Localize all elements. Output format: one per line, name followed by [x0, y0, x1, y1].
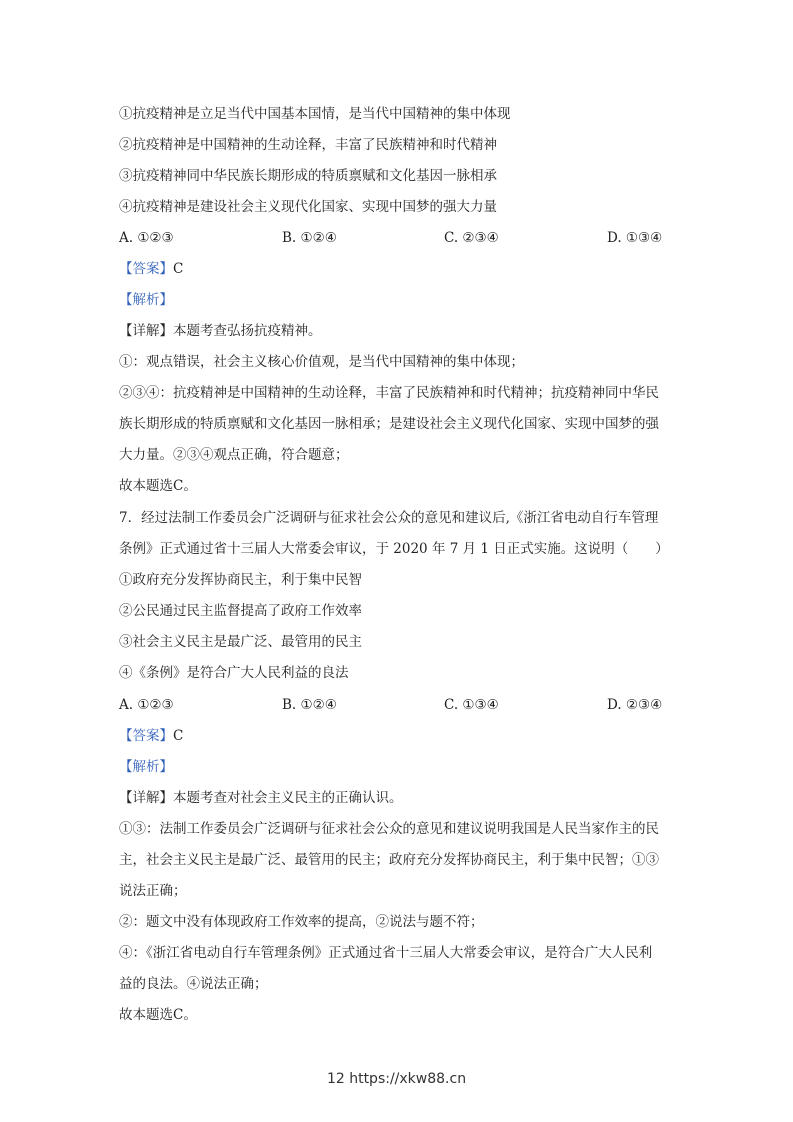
- q7-explanation-3-line-2: 益的良法。④说法正确；: [119, 976, 268, 992]
- detail-text: 本题考查对社会主义民主的正确认识。: [173, 790, 403, 806]
- q6-answer: [119, 259, 679, 279]
- q6-conclusion: 故本题选C。: [119, 478, 197, 494]
- q7-detail: [119, 788, 679, 808]
- q7-statement-1: ①政府充分发挥协商民主，利于集中民智: [119, 572, 362, 588]
- q6-options: [119, 228, 679, 248]
- q6-explanation-2-line-3: 大力量。②③④观点正确，符合题意；: [119, 447, 349, 463]
- detail-tag: 【详解】: [119, 323, 173, 339]
- answer-value: C: [173, 728, 184, 744]
- q6-statement-1: ①抗疫精神是立足当代中国基本国情，是当代中国精神的集中体现: [119, 106, 511, 122]
- q6-option-d: D. ①③④: [607, 230, 663, 246]
- q7-explanation-1-line-2: 主，社会主义民主是最广泛、最管用的民主；政府充分发挥协商民主，利于集中民智；①③: [119, 852, 659, 868]
- q7-explanation-1-line-3: 说法正确；: [119, 883, 187, 899]
- q7-option-d: D. ②③④: [607, 697, 663, 713]
- q7-analysis-tag: 【解析】: [119, 759, 173, 775]
- q6-option-a: A. ①②③: [119, 230, 174, 246]
- q7-explanation-3-line-1: ④：《浙江省电动自行车管理条例》正式通过省十三届人大常委会审议，是符合广大人民利: [119, 945, 653, 961]
- page-footer: 12 https://xkw88.cn: [326, 1071, 467, 1087]
- q7-option-a: A. ①②③: [119, 697, 174, 713]
- q7-stem-line-1: 7．经过法制工作委员会广泛调研与征求社会公众的意见和建议后,《浙江省电动自行车管理: [119, 510, 659, 526]
- answer-tag: 【答案】: [119, 261, 173, 277]
- answer-value: C: [173, 261, 184, 277]
- q6-statement-3: ③抗疫精神同中华民族长期形成的特质禀赋和文化基因一脉相承: [119, 168, 497, 184]
- q6-statement-4: ④抗疫精神是建设社会主义现代化国家、实现中国梦的强大力量: [119, 199, 497, 215]
- q6-statement-2: ②抗疫精神是中国精神的生动诠释，丰富了民族精神和时代精神: [119, 137, 497, 153]
- q7-statement-4: ④《条例》是符合广大人民利益的良法: [119, 665, 349, 681]
- q6-detail: [119, 321, 679, 341]
- q6-option-b: B. ①②④: [282, 230, 337, 246]
- q6-option-c: C. ②③④: [444, 230, 499, 246]
- q7-stem-line-2: 条例》正式通过省十三届人大常委会审议，于 2020 年 7 月 1 日正式实施。这说明（ ）: [119, 541, 669, 557]
- q6-explanation-2-line-2: 族长期形成的特质禀赋和文化基因一脉相承；是建设社会主义现代化国家、实现中国梦的强: [119, 416, 659, 432]
- q7-explanation-1-line-1: ①③：法制工作委员会广泛调研与征求社会公众的意见和建议说明我国是人民当家作主的民: [119, 821, 659, 837]
- answer-tag: 【答案】: [119, 728, 173, 744]
- q6-explanation-1: ①：观点错误，社会主义核心价值观，是当代中国精神的集中体现；: [119, 354, 524, 370]
- q7-option-c: C. ①③④: [444, 697, 499, 713]
- q7-option-b: B. ①②④: [282, 697, 337, 713]
- detail-tag: 【详解】: [119, 790, 173, 806]
- q7-answer: [119, 726, 679, 746]
- q6-analysis-tag: 【解析】: [119, 292, 173, 308]
- detail-text: 本题考查弘扬抗疫精神。: [173, 323, 322, 339]
- q7-explanation-2: ②：题文中没有体现政府工作效率的提高，②说法与题不符；: [119, 914, 484, 930]
- q6-explanation-2-line-1: ②③④：抗疫精神是中国精神的生动诠释，丰富了民族精神和时代精神；抗疫精神同中华民: [119, 385, 659, 401]
- q7-options: [119, 695, 679, 715]
- q7-conclusion: 故本题选C。: [119, 1007, 197, 1023]
- q7-statement-3: ③社会主义民主是最广泛、最管用的民主: [119, 634, 362, 650]
- q7-statement-2: ②公民通过民主监督提高了政府工作效率: [119, 603, 362, 619]
